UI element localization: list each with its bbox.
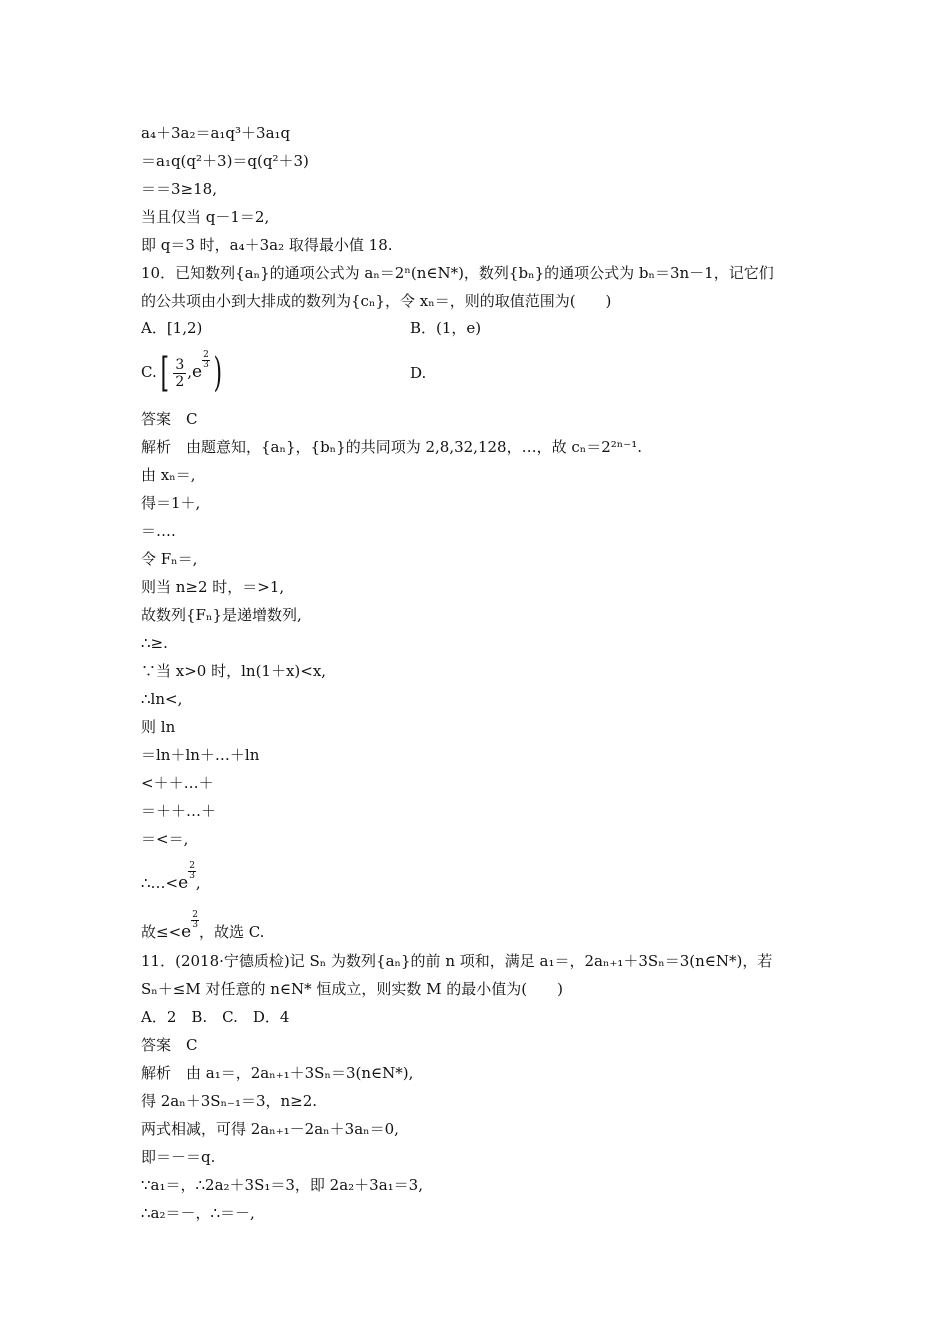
- solution-line: ＝＋＋…＋: [141, 802, 217, 820]
- solution-line: 由 xₙ＝,: [141, 466, 196, 484]
- text-line: ＝＝3≥18,: [141, 180, 217, 198]
- question-10-stem: 的公共项由小到大排成的数列为{cₙ}，令 xₙ＝，则的取值范围为( ): [141, 292, 612, 310]
- exponent-fraction: [191, 911, 199, 930]
- solution-line: [141, 862, 201, 893]
- euler-e: e: [192, 362, 203, 382]
- solution-line: 则当 n≥2 时，＝>1,: [141, 578, 285, 596]
- solution-line: 故数列{Fₙ}是递增数列,: [141, 606, 302, 624]
- solution-line: 则 ln: [141, 718, 176, 736]
- question-11-stem: 11．(2018·宁德质检)记 Sₙ 为数列{aₙ}的前 n 项和，满足 a₁＝，2aₙ₊₁＋3Sₙ＝3(n∈N*)，若: [141, 952, 773, 970]
- solution-line: 得＝1＋,: [141, 494, 201, 512]
- question-11-stem: Sₙ＋≤M 对任意的 n∈N* 恒成立，则实数 M 的最小值为( ): [141, 980, 563, 998]
- solution-line: 令 Fₙ＝,: [141, 550, 198, 568]
- exponent-denominator: 3: [189, 871, 195, 881]
- solution-line: ＝ln＋ln＋…＋ln: [141, 746, 260, 764]
- text-span: ，故选 C.: [198, 923, 265, 941]
- solution-line: ＝….: [141, 522, 176, 540]
- right-paren: ): [213, 350, 222, 396]
- solution-line: <＋＋…＋: [141, 774, 214, 792]
- exponent-numerator: 2: [189, 861, 195, 871]
- solution-line: 即＝－＝q.: [141, 1148, 216, 1166]
- solution-line: ∴a₂＝－，∴＝－,: [141, 1204, 255, 1222]
- solution-line: 解析 由题意知，{aₙ}，{bₙ}的共同项为 2,8,32,128，…，故 cₙ＝2²ⁿ⁻¹.: [141, 438, 642, 456]
- exponent-numerator: 2: [203, 350, 209, 360]
- answer-label: 答案 C: [141, 1036, 198, 1054]
- text-line: ＝a₁q(q²＋3)＝q(q²＋3): [141, 152, 309, 170]
- exponent-fraction: [202, 351, 210, 370]
- option-a: A．[1,2): [141, 319, 203, 337]
- fraction-numerator: 3: [175, 356, 185, 373]
- option-d: D.: [410, 364, 427, 382]
- left-bracket: [: [160, 350, 169, 396]
- text-span: ∴…<: [141, 874, 179, 892]
- solution-line: ∴ln<,: [141, 690, 183, 708]
- question-11-options: A．2 B. C. D．4: [141, 1008, 290, 1026]
- solution-line: [141, 911, 264, 942]
- fraction: [173, 357, 186, 390]
- euler-e: e: [181, 922, 192, 942]
- text-line: 即 q＝3 时，a₄＋3a₂ 取得最小值 18.: [141, 236, 393, 254]
- fraction-denominator: 2: [175, 373, 185, 390]
- solution-line: ＝<＝,: [141, 830, 189, 848]
- exponent-fraction: [188, 862, 196, 881]
- answer-label: 答案 C: [141, 410, 198, 428]
- option-b: B．(1，e): [410, 319, 482, 337]
- exponent-denominator: 3: [203, 360, 209, 370]
- solution-line: 两式相减，可得 2aₙ₊₁－2aₙ＋3aₙ＝0,: [141, 1120, 399, 1138]
- solution-line: 解析 由 a₁＝，2aₙ₊₁＋3Sₙ＝3(n∈N*),: [141, 1064, 414, 1082]
- text-line: a₄＋3a₂＝a₁q³＋3a₁q: [141, 124, 291, 142]
- question-10-stem: 10．已知数列{aₙ}的通项公式为 aₙ＝2ⁿ(n∈N*)，数列{bₙ}的通项公式为 bₙ＝3n－1，记它们: [141, 264, 774, 282]
- text-span: ,: [195, 874, 201, 892]
- option-c-label: C.: [141, 363, 157, 381]
- text-span: 故≤<: [141, 923, 182, 941]
- solution-line: ∵a₁＝，∴2a₂＋3S₁＝3，即 2a₂＋3a₁＝3,: [141, 1176, 423, 1194]
- exponent-numerator: 2: [192, 910, 198, 920]
- exponent-denominator: 3: [192, 920, 198, 930]
- solution-line: ∵当 x>0 时，ln(1＋x)<x,: [141, 662, 327, 680]
- solution-line: 得 2aₙ＋3Sₙ₋₁＝3，n≥2.: [141, 1092, 318, 1110]
- euler-e: e: [178, 873, 189, 893]
- text-line: 当且仅当 q－1＝2,: [141, 208, 270, 226]
- solution-line: ∴≥.: [141, 634, 168, 652]
- option-c: C.[ $\frac{3}{2}$ ,e $\frac{2}{3}$ ): [141, 350, 222, 396]
